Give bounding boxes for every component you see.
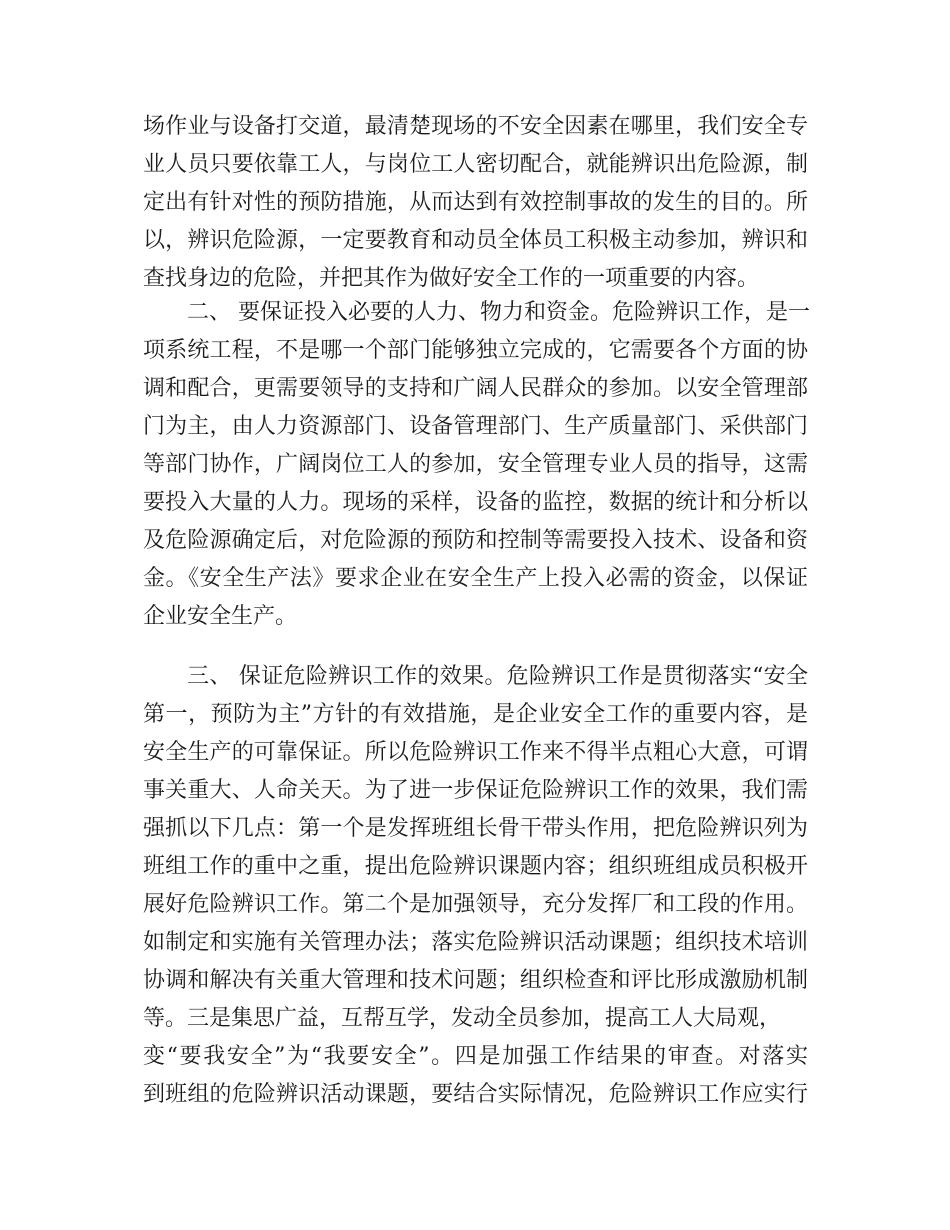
paragraph-line: 查找身边的危险，并把其作为做好安全工作的一项重要的内容。 — [143, 266, 760, 291]
paragraph-line: 项系统工程，不是哪一个部门能够独立完成的，它需要各个方面的协 — [143, 338, 808, 363]
paragraph-line: 第一，预防为主”方针的有效措施，是企业安全工作的重要内容，是 — [143, 702, 808, 727]
paragraph-line: 等部门协作，广阔岗位工人的参加，安全管理专业人员的指导，这需 — [143, 452, 808, 477]
paragraph-line: 到班组的危险辨识活动课题，要结合实际情况，危险辨识工作应实行 — [143, 1082, 808, 1107]
paragraph-line: 金。《安全生产法》要求企业在安全生产上投入必需的资金，以保证 — [143, 566, 808, 591]
paragraph-line: 事关重大、人命关天。为了进一步保证危险辨识工作的效果，我们需 — [143, 778, 808, 803]
paragraph-line: 协调和解决有关重大管理和技术问题；组织检查和评比形成激励机制 — [143, 968, 808, 993]
paragraph-line: 企业安全生产。 — [143, 604, 298, 629]
paragraph-line: 定出有针对性的预防措施，从而达到有效控制事故的发生的目的。所 — [143, 190, 808, 215]
paragraph-line: 变“要我安全”为“我要安全”。四是加强工作结果的审查。对落实 — [143, 1044, 808, 1069]
paragraph-line: 二、 要保证投入必要的人力、物力和资金。危险辨识工作，是一 — [187, 300, 810, 325]
paragraph-line: 调和配合，更需要领导的支持和广阔人民群众的参加。以安全管理部 — [143, 376, 808, 401]
paragraph-line: 门为主，由人力资源部门、设备管理部门、生产质量部门、采供部门 — [143, 414, 808, 439]
paragraph-line: 及危险源确定后，对危险源的预防和控制等需要投入技术、设备和资 — [143, 528, 808, 553]
paragraph-line: 以，辨识危险源，一定要教育和动员全体员工积极主动参加，辨识和 — [143, 228, 808, 253]
paragraph-line: 三、 保证危险辨识工作的效果。危险辨识工作是贯彻落实“安全 — [187, 664, 808, 689]
paragraph-line: 等。三是集思广益，互帮互学，发动全员参加，提高工人大局观， — [143, 1006, 782, 1031]
paragraph-line: 场作业与设备打交道，最清楚现场的不安全因素在哪里，我们安全专 — [143, 114, 808, 139]
paragraph-line: 如制定和实施有关管理办法；落实危险辨识活动课题；组织技术培训 — [143, 930, 808, 955]
paragraph-line: 要投入大量的人力。现场的采样，设备的监控，数据的统计和分析以 — [143, 490, 808, 515]
paragraph-line: 展好危险辨识工作。第二个是加强领导，充分发挥厂和工段的作用。 — [143, 892, 808, 917]
paragraph-line: 班组工作的重中之重，提出危险辨识课题内容；组织班组成员积极开 — [143, 854, 808, 879]
paragraph-line: 强抓以下几点：第一个是发挥班组长骨干带头作用，把危险辨识列为 — [143, 816, 808, 841]
paragraph-line: 业人员只要依靠工人，与岗位工人密切配合，就能辨识出危险源，制 — [143, 152, 808, 177]
paragraph-line: 安全生产的可靠保证。所以危险辨识工作来不得半点粗心大意，可谓 — [143, 740, 808, 765]
